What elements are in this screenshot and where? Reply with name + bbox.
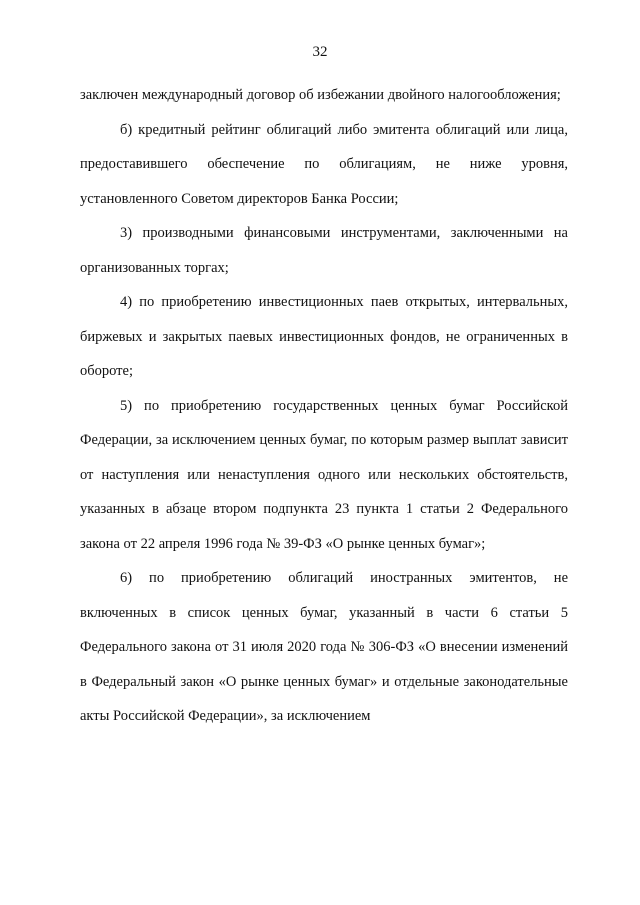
document-body <box>80 78 568 734</box>
paragraph-item-5: 5) по приобретению государственных ценных бумаг Российской Федерации, за исключением ценных бумаг, по которым размер выплат зависит от наступления или ненаступления одного или нескольких обстоятельств, указанных в абзаце втором подпункта 23 пункта 1 статьи 2 Федерального закона от 22 апреля 1996 года № 39-ФЗ «О рынке ценных бумаг»; <box>80 397 568 552</box>
page-number: 32 <box>312 44 328 60</box>
paragraph-item-4: 4) по приобретению инвестиционных паев открытых, интервальных, биржевых и закрытых паевых инвестиционных фондов, не ограниченных в обороте; <box>80 294 568 379</box>
paragraph-item-b: б) кредитный рейтинг облигаций либо эмитента облигаций или лица, предоставившего обеспечение по облигациям, не ниже уровня, установленного Советом директоров Банка России; <box>80 121 568 207</box>
paragraph-item-3: 3) производными финансовыми инструментами, заключенными на организованных торгах; <box>80 225 568 276</box>
paragraph-continuation: заключен международный договор об избежании двойного налогообложения; <box>80 87 561 103</box>
paragraph-item-6: 6) по приобретению облигаций иностранных эмитентов, не включенных в список ценных бумаг, указанный в части 6 статьи 5 Федерального закона от 31 июля 2020 года № 306-ФЗ «О внесении изменений в Федеральный закон «О рынке ценных бумаг» и отдельные законодательные акты Российской Федерации», за исключением <box>80 570 568 724</box>
